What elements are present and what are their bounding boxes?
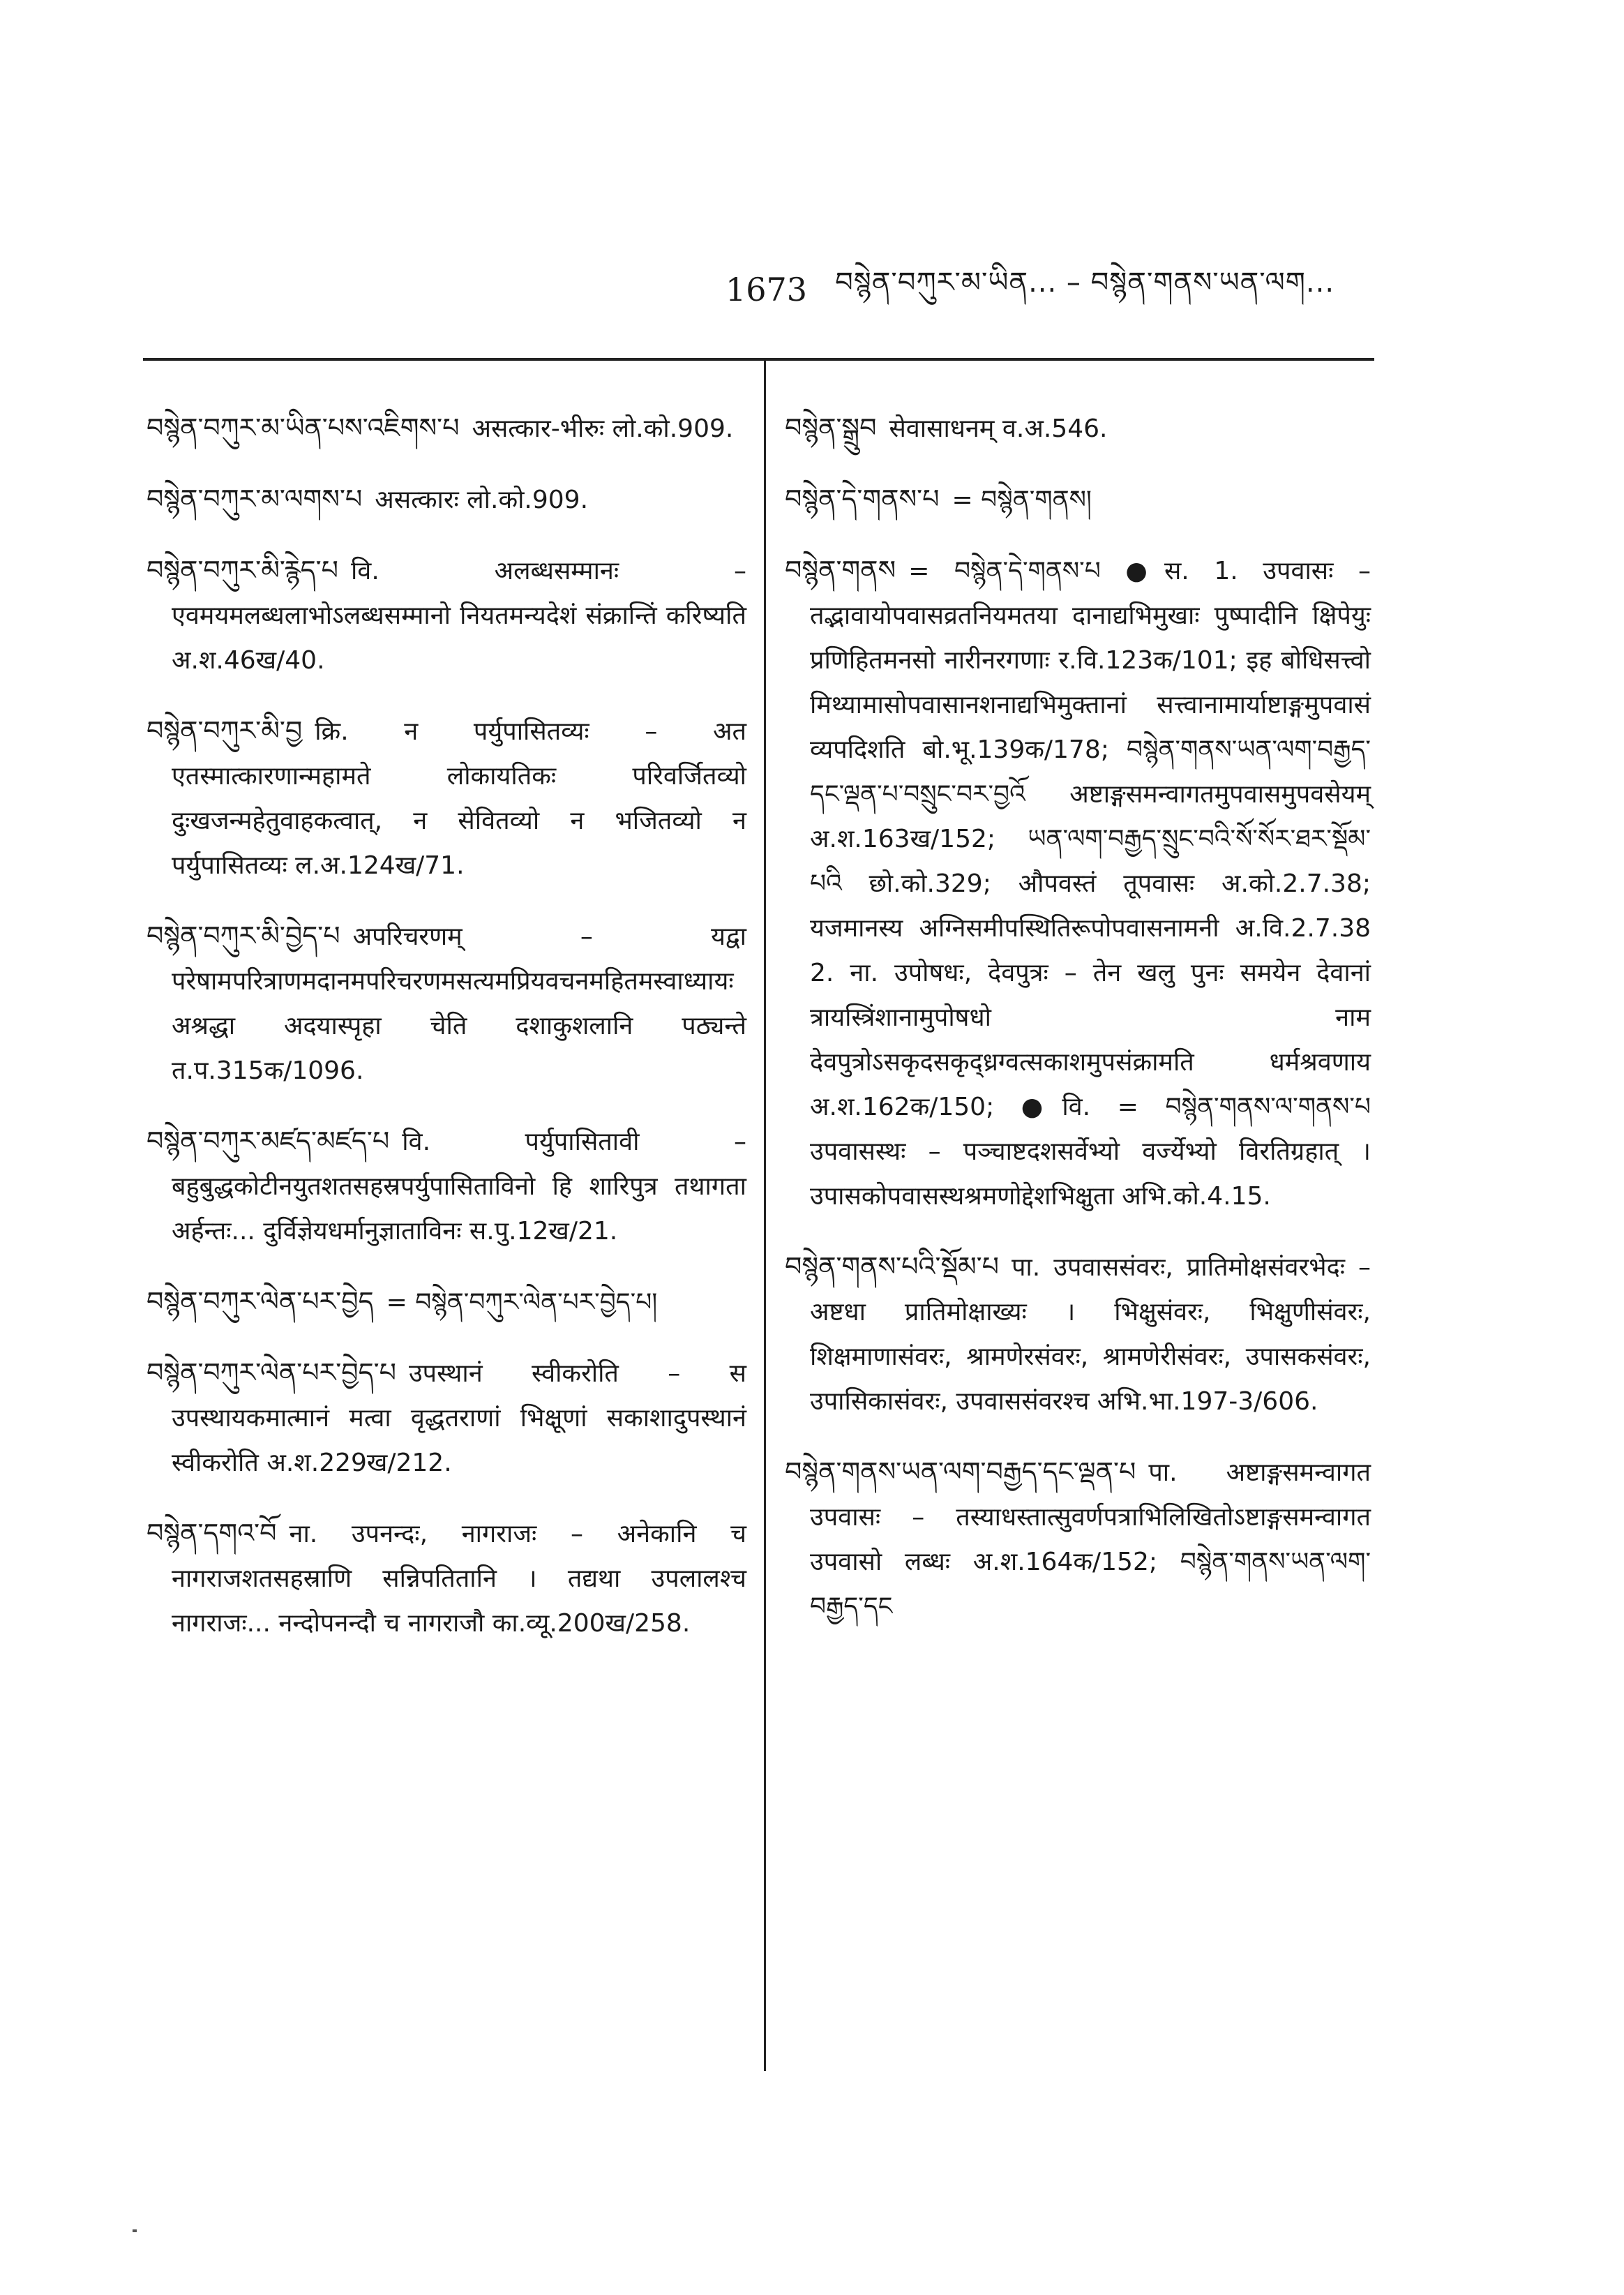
entry-term: བསྙེན་སྒྲུབ	[785, 412, 877, 443]
dictionary-entry	[146, 405, 746, 451]
entry-text: ना. उपनन्दः, नागराजः – अनेकानि च नागराजशतसहस्राणि सन्निपतितानि । तद्यथा उपलालश्च नागराजः... नन्दोपनन्दौ च नागराजौ का.व्यू.200ख/258.	[172, 1520, 746, 1638]
entry-text: असत्कार-भीरुः लो.को.909.	[472, 414, 734, 443]
entry-term: བསྙེན་བཀུར་མི་བྱ	[146, 715, 303, 746]
dictionary-entry	[785, 477, 1371, 523]
dictionary-entry	[785, 548, 1371, 1219]
entry-text: = བསྙེན་བཀུར་ལེན་པར་བྱེད་པ།	[386, 1288, 658, 1317]
entry-text: वि. पर्युपासितावी – बहुबुद्धकोटीनयुतशतसहस्रपर्युपासिताविनो हि शारिपुत्र तथागता अर्हन्तः... दुर्विज्ञेयधर्मानुज्ञाताविनः स.पु.12ख/21.	[172, 1128, 746, 1246]
entry-text: उपस्थानं स्वीकरोति – स उपस्थायकमात्मानं मत्वा वृद्धतराणां भिक्षूणां सकाशादुपस्थानं स्वीकरोति अ.श.229ख/212.	[172, 1359, 746, 1477]
entry-term: བསྙེན་གནས	[785, 555, 896, 585]
dictionary-entry	[146, 548, 746, 683]
entry-text: क्रि. न पर्युपासितव्यः – अत एतस्मात्कारणान्महामते लोकायतिकः परिवर्जितव्यो दुःखजन्महेतुवाहकत्वात्, न सेवितव्यो न भजितव्यो न पर्युपासितव्यः ल.अ.124ख/71.	[172, 717, 746, 880]
right-column	[785, 380, 1371, 1645]
entry-term: བསྙེན་བཀུར་མི་རྙེད་པ	[146, 555, 338, 585]
dictionary-entry	[785, 1449, 1371, 1629]
entry-text: अपरिचरणम् – यद्वा परेषामपरित्राणमदानमपरिचरणमसत्यमप्रियवचनमहितमस्वाध्यायः अश्रद्धा अदयास्पृहा चेति दशाकुशलानि पठ्यन्ते त.प.315क/1096.	[172, 922, 746, 1085]
entry-text: वि. अलब्धसम्मानः – एवमयमलब्धलाभोऽलब्धसम्मानो नियतमन्यदेशं संक्रान्तिं करिष्यति अ.श.46ख/40.	[172, 557, 746, 675]
scan-speck	[133, 2229, 137, 2232]
entry-term: བསྙེན་དེ་གནས་པ	[785, 484, 940, 514]
entry-text: पा. अष्टाङ्गसमन्वागत उपवासः – तस्याधस्तात्सुवर्णपत्राभिलिखितोऽष्टाङ्गसमन्वागत उपवासो लब्धः अ.श.164क/152; བསྙེན་གནས་ཡན་ལག་བརྒྱད་དང	[810, 1458, 1371, 1621]
page-number: 1673	[725, 271, 808, 308]
entry-term: བསྙེན་གནས་པའི་སྡོམ་པ	[785, 1251, 999, 1282]
entry-term: བསྙེན་བཀུར་མཛད་མཛད་པ	[146, 1126, 390, 1156]
dictionary-entry	[146, 708, 746, 888]
dictionary-entry	[146, 913, 746, 1093]
left-column	[146, 380, 746, 1661]
dictionary-entry	[146, 1350, 746, 1486]
column-divider	[764, 358, 766, 2071]
entry-text: = བསྙེན་གནས།	[952, 486, 1092, 514]
entry-term: བསྙེན་བཀུར་ལེན་པར་བྱེད	[146, 1286, 374, 1317]
entry-term: བསྙེན་དགའ་བོ	[146, 1518, 277, 1548]
dictionary-entry	[785, 405, 1371, 451]
entry-text: सेवासाधनम् व.अ.546.	[889, 414, 1108, 443]
entry-term: བསྙེན་བཀུར་མ་ཡིན་པས་འཇིགས་པ	[146, 412, 460, 443]
entry-text: पा. उपवाससंवरः, प्रातिमोक्षसंवरभेदः – अष्टधा प्रातिमोक्षाख्यः । भिक्षुसंवरः, भिक्षुणीसंवरः, शिक्षमाणासंवरः, श्रामणेरसंवरः, श्रामणेरीसंवरः, उपासकसंवरः, उपासिकासंवरः, उपवाससंवरश्च अभि.भा.197-3/606.	[810, 1253, 1371, 1416]
entry-text: असत्कारः लो.को.909.	[375, 486, 589, 514]
entry-term: བསྙེན་གནས་ཡན་ལག་བརྒྱད་དང་ལྡན་པ	[785, 1456, 1136, 1487]
dictionary-entry	[146, 1511, 746, 1646]
entry-term: བསྙེན་བཀུར་མི་བྱེད་པ	[146, 920, 340, 951]
entry-term: བསྙེན་བཀུར་མ་ལགས་པ	[146, 484, 363, 514]
header-rule	[143, 358, 1374, 361]
running-head: བསྙེན་བཀུར་མ་ཡིན... – བསྙེན་གནས་ཡན་ལག...	[835, 266, 1335, 299]
dictionary-entry	[785, 1244, 1371, 1424]
entry-term: བསྙེན་བཀུར་ལེན་པར་བྱེད་པ	[146, 1357, 396, 1388]
dictionary-entry	[146, 477, 746, 523]
dictionary-entry	[146, 1119, 746, 1254]
dictionary-entry	[146, 1279, 746, 1325]
entry-text: = བསྙེན་དེ་གནས་པ ●स. 1. उपवासः – तद्भावायोपवासव्रतनियमतया दानाद्यभिमुखाः पुष्पादीनि क्षिपेयुः प्रणिहितमनसो नारीनरगणाः र.वि.123क/101; इह बोधिसत्त्वो मिथ्यामासोपवासानशनाद्यभिमुक्तानां सत्त्वानामार्याष्टाङ्गमुपवासं व्यपदिशति बो.भू.139क/178; བསྙེན་གནས་ཡན་ལག་བརྒྱད་དང་ལྡན་པ་བསྲུང་བར་བྱའོ अष्टाङ्गसमन्वागतमुपवासमुपवसेयम् अ.श.163ख/152; ཡན་ལག་བརྒྱད་སྲུང་བའི་སོ་སོར་ཐར་སྡོམ་པའི छो.को.329; औपवस्तं तूपवासः अ.को.2.7.38; यजमानस्य अग्निसमीपस्थितिरूपोपवासनामनी अ.वि.2.7.38 2. ना. उपोषधः, देवपुत्रः – तेन खलु पुनः समयेन देवानां त्रायस्त्रिंशानामुपोषधो नाम देवपुत्रोऽसकृदसकृद्ध्रग्वत्सकाशमुपसंक्रामति धर्मश्रवणाय अ.श.162क/150; ●वि. = བསྙེན་གནས་ལ་གནས་པ उपवासस्थः – पञ्चाष्टदशसर्वेभ्यो वर्ज्येभ्यो विरतिग्रहात् । उपासकोपवासस्थश्रमणोद्देशभिक्षुता अभि.को.4.15.	[810, 557, 1371, 1211]
page-header	[725, 265, 1563, 314]
